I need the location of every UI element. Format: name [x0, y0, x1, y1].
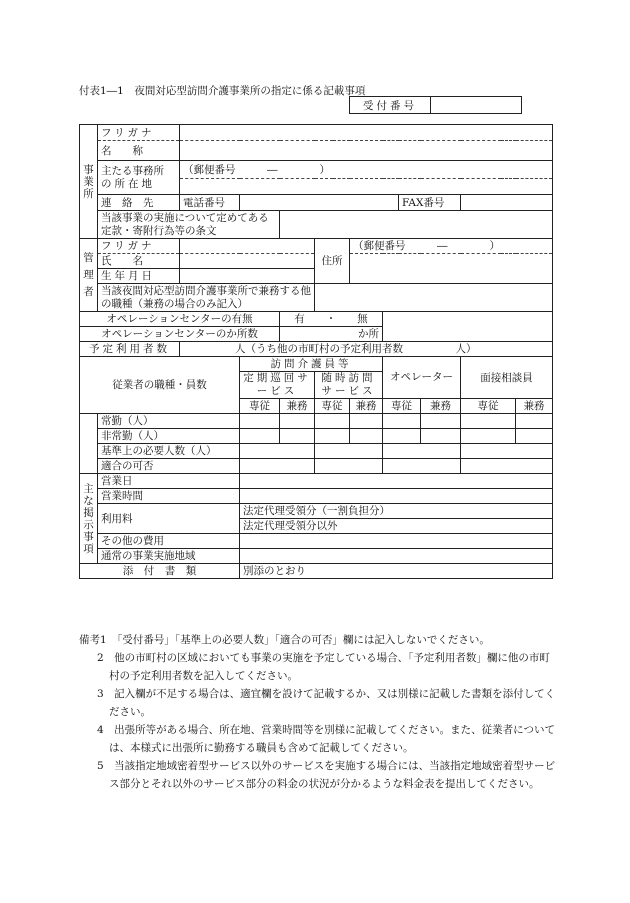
manager-address-field[interactable] — [350, 254, 553, 284]
fee-sub1-field[interactable]: 法定代理受領分（一割負担分） — [240, 504, 553, 519]
business-days-label: 営業日 — [98, 474, 240, 489]
interview-header: 面接相談員 — [461, 357, 553, 399]
op-center-exists-field[interactable]: 有 ・ 無 — [280, 312, 383, 327]
note-3: 3 記入欄が不足する場合は、適宜欄を設けて記載するか、又は別様に記載した書類を添付してください。 — [97, 688, 556, 718]
note-2: 2 他の市町村の区域においても事業の実施を予定している場合、「予定利用者数」欄に他の市町村の予定利用者数を記入してください。 — [97, 652, 550, 682]
operator-header: オペレーター — [383, 357, 461, 399]
manager-group-label: 管 理 者 — [80, 239, 98, 312]
manager-name-field[interactable] — [180, 254, 315, 269]
fee-label: 利用料 — [98, 504, 240, 534]
application-form-table — [79, 124, 553, 579]
office-address-label: 主たる事務所 の所在地 — [98, 161, 180, 195]
manager-concurrent-field[interactable] — [315, 284, 553, 312]
other-costs-field[interactable] — [240, 534, 553, 549]
op-center-count-label: オペレーションセンターのか所数 — [80, 327, 280, 342]
receipt-number-label: 受付番号 — [350, 97, 431, 114]
staff-row-conformity: 適合の可否 — [98, 459, 240, 474]
fee-sub2-field[interactable]: 法定代理受領分以外 — [240, 519, 553, 534]
op-center-exists-label: オペレーションセンターの有無 — [80, 312, 280, 327]
interview-concurrent-header: 兼務 — [516, 399, 553, 414]
on-demand-concurrent-header: 兼務 — [350, 399, 383, 414]
manager-birthdate-field[interactable] — [180, 269, 315, 284]
note-1: 備考1 「受付番号」「基準上の必要人数」「適合の可否」欄には記入しないでください。 — [79, 634, 490, 646]
articles-field[interactable] — [280, 211, 553, 239]
periodic-concurrent-header: 兼務 — [280, 399, 315, 414]
manager-name-label: 氏 名 — [98, 254, 180, 269]
receipt-number-box — [349, 96, 522, 114]
business-hours-field[interactable] — [240, 489, 553, 504]
staff-row-fulltime: 常勤（人） — [98, 414, 240, 429]
posted-items-group-label: 主 な 掲 示 事 項 — [80, 474, 98, 564]
notes-section — [79, 631, 559, 793]
tel-label: 電話番号 — [180, 195, 240, 211]
staff-row-required: 基準上の必要人数（人） — [98, 444, 240, 459]
periodic-header: 定期巡回サービス — [240, 372, 315, 399]
interview-full-header: 専従 — [461, 399, 516, 414]
tel-field[interactable] — [240, 195, 399, 211]
on-demand-full-header: 専従 — [315, 399, 350, 414]
manager-postal-field[interactable]: （郵便番号 ― ） — [350, 239, 553, 254]
attachments-label: 添 付 書 類 — [80, 564, 240, 579]
business-days-field[interactable] — [240, 474, 553, 489]
fax-label: FAX番号 — [399, 195, 461, 211]
periodic-full-header: 専従 — [240, 399, 280, 414]
staff-row-parttime: 非常勤（人） — [98, 429, 240, 444]
attachments-field[interactable]: 別添のとおり — [240, 564, 553, 579]
manager-furigana-field[interactable] — [180, 239, 315, 254]
fax-field[interactable] — [461, 195, 553, 211]
on-demand-header: 随時訪問サービス — [315, 372, 383, 399]
other-costs-label: その他の費用 — [98, 534, 240, 549]
visit-care-header: 訪問介護員等 — [240, 357, 383, 372]
service-area-field[interactable] — [240, 549, 553, 564]
receipt-number-field[interactable] — [431, 97, 522, 114]
office-furigana-label: フリガナ — [98, 125, 180, 141]
note-4: 4 出張所等がある場合、所在地、営業時間等を別様に記載してください。また、従業者については、本様式に出張所に勤務する職員も含めて記載してください。 — [97, 724, 555, 754]
office-contact-label: 連 絡 先 — [98, 195, 180, 211]
planned-users-label: 予定利用者数 — [80, 342, 180, 357]
staff-header-label: 従業者の職種・員数 — [80, 357, 240, 414]
op-center-count-field[interactable]: か所 — [280, 327, 383, 342]
operator-full-header: 専従 — [383, 399, 421, 414]
manager-address-label: 住所 — [315, 239, 350, 284]
office-furigana-field[interactable] — [180, 125, 553, 141]
operator-concurrent-header: 兼務 — [421, 399, 461, 414]
planned-users-field[interactable]: 人（うち他の市町村の予定利用者数 人） — [180, 342, 553, 357]
manager-birthdate-label: 生年月日 — [98, 269, 180, 284]
manager-furigana-label: フリガナ — [98, 239, 180, 254]
office-name-label: 名 称 — [98, 141, 180, 161]
office-address-field[interactable] — [180, 179, 553, 195]
note-5: 5 当該指定地域密着型サービス以外のサービスを実施する場合には、当該指定地域密着型サービス部分とそれ以外のサービス部分の料金の状況が分かるような料金表を提出してください。 — [97, 760, 556, 790]
manager-concurrent-label: 当該夜間対応型訪問介護事業所で兼務する他の職種（兼務の場合のみ記入） — [98, 284, 315, 312]
articles-label: 当該事業の実施について定めてある定款・寄附行為等の条文 — [98, 211, 280, 239]
office-group-label: 事 業 所 — [80, 125, 98, 239]
office-postal-field[interactable]: （郵便番号 ― ） — [180, 161, 553, 179]
business-hours-label: 営業時間 — [98, 489, 240, 504]
form-title: 付表1―1 夜間対応型訪問介護事業所の指定に係る記載事項 — [79, 85, 366, 97]
office-name-field[interactable] — [180, 141, 553, 161]
service-area-label: 通常の事業実施地域 — [98, 549, 240, 564]
